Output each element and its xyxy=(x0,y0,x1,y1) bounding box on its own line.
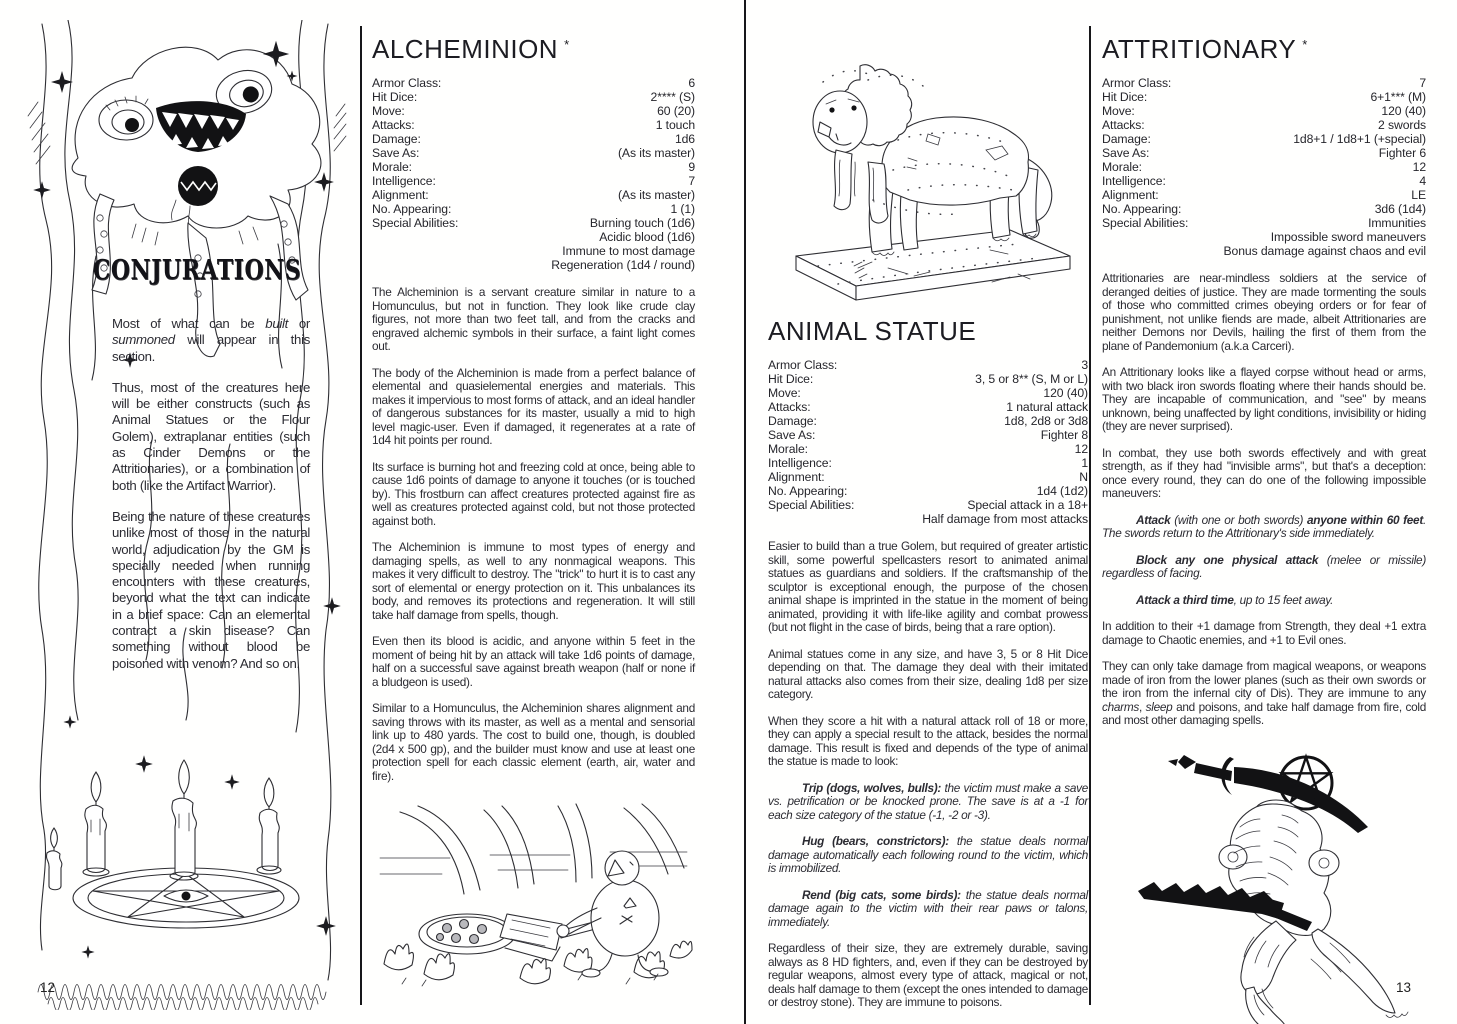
stat-row xyxy=(768,358,1088,372)
stat-block-alcheminion xyxy=(372,76,695,272)
stat-row xyxy=(768,498,1088,526)
paragraph xyxy=(768,782,1088,823)
stat-row xyxy=(768,456,1088,470)
attritionary-section xyxy=(1102,30,1426,1024)
stat-label: Morale: xyxy=(1102,160,1142,174)
stat-block-attritionary xyxy=(1102,76,1426,258)
stat-label: Move: xyxy=(372,104,405,118)
text-run: and poisons, and take half damage from fire, cold and most other damaging spells. xyxy=(1102,699,1426,727)
stat-value: 1d6 xyxy=(674,132,695,146)
text-run: (with one or both swords) xyxy=(1170,512,1307,527)
stat-label: Intelligence: xyxy=(768,456,832,470)
paragraph xyxy=(1102,660,1426,728)
stat-value: Special attack in a 18+ Half damage from most attacks xyxy=(922,498,1088,526)
stat-label: Hit Dice: xyxy=(768,372,814,386)
animal-statue-section xyxy=(768,26,1088,1023)
paragraph xyxy=(768,648,1088,702)
stat-value: 9 xyxy=(688,160,695,174)
text-run: The Alcheminion is a servant creature similar in nature to a Homunculus, but not in function. They look like crude clay figures, not more than two feet tall, and from the cracks and engraved alchemic symbols in their surface, a faint light comes out. xyxy=(372,285,695,353)
stat-label: Damage: xyxy=(1102,132,1151,146)
page-number-right: 13 xyxy=(1396,980,1412,995)
stat-row xyxy=(372,160,695,174)
text-run: Attritionaries are near-mindless soldiers at the service of deranged deities of justice. They are made tormenting the souls of those who committed crimes obeying orders or for fear of punishment, not unlike fiends are made, albeit Attritionaries are neither Demons nor Devils, hailing the first of them from the plane of Pandemonium (a.k.a Carceri). xyxy=(1102,271,1426,353)
stat-row xyxy=(1102,216,1426,258)
stat-row xyxy=(372,104,695,118)
text-run: Thus, most of the creatures here will be either constructs (such as Animal Statues or the Flour Golem), extraplanar entities (such as Cinder Demons or the Attritionaries), or a combination of both (like the Artifact Warrior). xyxy=(112,379,310,493)
stat-label: Armor Class: xyxy=(1102,76,1172,90)
stat-label: Damage: xyxy=(768,414,817,428)
stat-value: 3, 5 or 8** (S, M or L) xyxy=(975,372,1088,386)
text-run: , xyxy=(1139,699,1146,714)
text-run: Its surface is burning hot and freezing cold at once, being able to cause 1d6 points of damage to anyone it touches (or is touched by). This frostburn can affect creatures protected against fire as well as creatures protected against cold, but not those protected against both. xyxy=(372,459,695,528)
stat-row xyxy=(372,146,695,160)
text-run: anyone within 60 feet xyxy=(1306,512,1423,527)
stat-value: 120 (40) xyxy=(1381,104,1426,118)
text-run: Block any one physical attack xyxy=(1136,552,1319,567)
chapter-title: CONJURATIONS xyxy=(92,254,302,287)
text-run: Being the nature of these creatures unlike most of those in the natural world, adjudication by the GM is specially needed when running encounters with these creatures, beyond what the text can indicate in a brief space: Can an elemental contract a skin disease? Can something without blood be poisoned with venom? And so on. xyxy=(112,508,310,671)
stat-value: Burning touch (1d6) Acidic blood (1d6) Immune to most damage Regeneration (1d4 / round) xyxy=(551,216,695,272)
paragraph xyxy=(112,509,310,672)
stat-row xyxy=(1102,146,1426,160)
text-run: Most of what can be xyxy=(112,316,266,331)
summoning-circle xyxy=(38,760,326,1010)
stat-value: 1d4 (1d2) xyxy=(1036,484,1088,498)
text-run: An Attritionary looks like a flayed corpse without head or arms, with two black iron swords floating where their hands should be. They are incapable of communication, and "see" by means unknown, being unaffected by light conditions, invisibility or hiding (they are never surprised). xyxy=(1102,365,1426,433)
stat-row xyxy=(372,202,695,216)
stat-label: Special Abilities: xyxy=(768,498,855,512)
stat-row xyxy=(372,216,695,272)
stat-value: (As its master) xyxy=(617,146,695,160)
stat-row xyxy=(372,76,695,90)
text-run: Regardless of their size, they are extremely durable, saving always as 8 HD fighters, and, even if they can be destroyed by regular weapons, almost every type of attack, magical or not, deals half damage to them (except the ones intended to damage or destroy stone). They are immune to poisons. xyxy=(768,941,1089,1009)
text-run: In combat, they use both swords effectively and with great strength, as if they had "invisible arms", but that's a deception: once every round, they can do one of the following impossible maneuvers: xyxy=(1102,445,1426,500)
text-run: , up to 15 feet away. xyxy=(1233,592,1334,607)
text-run: Animal statues come in any size, and have 3, 5 or 8 Hit Dice depending on that. The damage they deal with their imitated natural attacks also comes from their size, dealing 1d8 per size category. xyxy=(768,646,1088,701)
stat-value: 2 swords xyxy=(1378,118,1426,132)
paragraph xyxy=(372,461,695,529)
text-run: Rend (big cats, some birds): xyxy=(802,887,961,902)
section-title-text: ALCHEMINION xyxy=(372,34,559,64)
section-title-text: ATTRITIONARY xyxy=(1102,34,1297,64)
alcheminion-body-text xyxy=(372,286,695,783)
stat-label: Alignment: xyxy=(768,470,825,484)
stat-value: 1 (1) xyxy=(670,202,695,216)
text-run: the statue deals normal damage automatically each following round to the victim, which is immobilized. xyxy=(768,834,1088,875)
stat-value: (As its master) xyxy=(617,188,695,202)
text-run: summoned xyxy=(112,332,175,348)
stat-label: Attacks: xyxy=(1102,118,1145,132)
attritionary-illustration xyxy=(1134,741,1426,1024)
stat-value: Fighter 6 xyxy=(1378,146,1426,160)
stat-value: 2**** (S) xyxy=(650,90,695,104)
stat-row xyxy=(1102,132,1426,146)
stat-label: No. Appearing: xyxy=(1102,202,1182,216)
text-run: or xyxy=(287,316,310,331)
paragraph xyxy=(1102,594,1426,608)
paragraph xyxy=(1102,514,1426,541)
stat-value: 7 xyxy=(1419,76,1426,90)
paragraph xyxy=(1102,272,1426,353)
stat-row xyxy=(372,188,695,202)
paragraph xyxy=(1102,366,1426,434)
paragraph xyxy=(768,889,1088,930)
stat-row xyxy=(768,400,1088,414)
section-title-text: ANIMAL STATUE xyxy=(768,316,977,346)
stat-block-animal-statue xyxy=(768,358,1088,526)
alcheminion-section xyxy=(372,30,695,994)
text-run: The Alcheminion is immune to most types of energy and damaging spells, as well to any nonmagical weapons. This makes it very difficult to destroy. The "trick" to hurt it is to cast any sort of elemental or energy protection on it. This unbalances its body, and removes its protections and regeneration. It will still take half damage from spells, though. xyxy=(372,540,695,622)
paragraph xyxy=(768,715,1088,769)
stat-row xyxy=(768,442,1088,456)
stat-label: Hit Dice: xyxy=(1102,90,1148,104)
stat-value: 6+1*** (M) xyxy=(1370,90,1426,104)
stat-label: Save As: xyxy=(372,146,420,160)
stat-row xyxy=(768,484,1088,498)
stat-row xyxy=(768,414,1088,428)
stat-label: Save As: xyxy=(1102,146,1150,160)
stat-row xyxy=(768,372,1088,386)
stat-value: 12 xyxy=(1074,442,1088,456)
paragraph xyxy=(768,835,1088,876)
stat-label: Intelligence: xyxy=(1102,174,1166,188)
stat-row xyxy=(1102,104,1426,118)
stat-label: Hit Dice: xyxy=(372,90,418,104)
stat-label: Save As: xyxy=(768,428,816,442)
text-run: When they score a hit with a natural attack roll of 18 or more, they can apply a special result to the attack, besides the normal damage. This result is fixed and depends of the type of animal the statue is made to look: xyxy=(768,713,1088,768)
text-run: The body of the Alcheminion is made from a perfect balance of elemental and quasielemental energies and materials. This makes it impervious to most forms of attack, and an ideal handler of dangerous substances for its master, usually a mid to high level magic-user. Even if damaged, it regenerates at a rate of 1d4 hit points per round. xyxy=(372,365,695,447)
stat-label: Intelligence: xyxy=(372,174,436,188)
stat-value: 1 touch xyxy=(655,118,695,132)
golem-figure xyxy=(557,851,668,977)
stat-row xyxy=(372,174,695,188)
stat-row xyxy=(372,132,695,146)
stat-label: Morale: xyxy=(372,160,412,174)
stat-label: Alignment: xyxy=(1102,188,1159,202)
stat-row xyxy=(1102,174,1426,188)
section-title-attritionary xyxy=(1102,30,1426,64)
text-run: the statue deals normal damage again to the victim with their rear paws or talons, immediately. xyxy=(768,887,1088,929)
stat-label: Damage: xyxy=(372,132,421,146)
paragraph xyxy=(372,635,695,689)
stat-label: No. Appearing: xyxy=(372,202,452,216)
paragraph xyxy=(372,541,695,622)
animal-statue-illustration xyxy=(778,30,1078,302)
section-title-mark: * xyxy=(1302,37,1308,52)
text-run: They can only take damage from magical weapons, or weapons made of iron from the lower planes (such as their own swords or the iron from the infernal city of Dis). They are immune to any xyxy=(1102,659,1426,700)
text-run: Attack xyxy=(1136,512,1171,527)
text-run: Hug (bears, constrictors): xyxy=(802,834,949,848)
stat-row xyxy=(1102,118,1426,132)
text-run: . The swords return to the Attritionary's side immediately. xyxy=(1102,512,1426,540)
stat-label: Morale: xyxy=(768,442,808,456)
paragraph xyxy=(372,286,695,354)
stat-row xyxy=(1102,90,1426,104)
text-run: Even then its blood is acidic, and anyone within 5 feet in the moment of being hit by an attack will take 1d6 points of damage, half on a successful save against breath weapon (half or none if a bludgeon is used). xyxy=(372,634,695,689)
text-run: charms xyxy=(1102,699,1139,714)
stat-value: LE xyxy=(1411,188,1426,202)
paragraph xyxy=(112,380,310,494)
stat-row xyxy=(768,428,1088,442)
section-title-alcheminion xyxy=(372,30,695,64)
tentacle-monster xyxy=(72,47,321,356)
section-title-mark: * xyxy=(564,37,570,52)
stat-label: Armor Class: xyxy=(372,76,442,90)
text-run: (melee or missile) regardless of facing. xyxy=(1102,552,1426,580)
stat-value: Fighter 8 xyxy=(1040,428,1088,442)
stat-label: Move: xyxy=(768,386,801,400)
paragraph xyxy=(768,942,1088,1010)
column-rule-left xyxy=(360,26,362,1005)
stat-value: 120 (40) xyxy=(1043,386,1088,400)
stat-row xyxy=(372,118,695,132)
stat-value: 6 xyxy=(688,76,695,90)
stat-row xyxy=(1102,76,1426,90)
section-title-animal-statue xyxy=(768,312,1088,346)
page-gutter-rule xyxy=(744,0,746,1024)
paragraph xyxy=(768,540,1088,635)
stat-label: Attacks: xyxy=(372,118,415,132)
attritionary-body-text xyxy=(1102,272,1426,728)
stat-value: 1 natural attack xyxy=(1006,400,1088,414)
text-run: sleep xyxy=(1145,699,1173,714)
stat-value: 4 xyxy=(1419,174,1426,188)
stat-value: 1 xyxy=(1081,456,1088,470)
stat-label: Alignment: xyxy=(372,188,429,202)
stat-row xyxy=(1102,160,1426,174)
stat-value: 3d6 (1d4) xyxy=(1374,202,1426,216)
chapter-intro-text xyxy=(112,316,310,687)
stat-value: 7 xyxy=(688,174,695,188)
text-run: In addition to their +1 damage from Strength, they deal +1 extra damage to Chaotic enemies, and +1 to Evil ones. xyxy=(1102,619,1426,647)
stat-value: N xyxy=(1079,470,1088,484)
stat-value: 1d8+1 / 1d8+1 (+special) xyxy=(1293,132,1426,146)
page-number-left: 12 xyxy=(40,980,56,995)
stat-row xyxy=(372,90,695,104)
text-run: will appear in this section. xyxy=(112,332,310,364)
paragraph xyxy=(1102,620,1426,647)
paragraph xyxy=(1102,554,1426,581)
alcheminion-illustration xyxy=(372,796,695,994)
text-run: the victim must make a save vs. petrification or be knocked prone. The save is at a -1 for each size category of the statue (-1, -2 or -3). xyxy=(768,780,1089,822)
paragraph xyxy=(372,367,695,448)
stat-label: Move: xyxy=(1102,104,1135,118)
stat-row xyxy=(1102,202,1426,216)
stat-label: No. Appearing: xyxy=(768,484,848,498)
animal-statue-body-text xyxy=(768,540,1088,1010)
stat-row xyxy=(768,386,1088,400)
text-run: Attack a third time xyxy=(1136,592,1234,607)
stat-label: Armor Class: xyxy=(768,358,838,372)
text-run: built xyxy=(265,316,288,331)
paragraph xyxy=(1102,447,1426,501)
stat-row xyxy=(768,470,1088,484)
text-run: Trip (dogs, wolves, bulls): xyxy=(802,780,942,795)
stat-value: 60 (20) xyxy=(657,104,695,118)
text-run: Similar to a Homunculus, the Alcheminion shares alignment and saving throws with its master, as well as a mental and sensorial link up to 480 yards. The cost to build one, though, is doubled (2d4 x 500 gp), and the builder must know and use at least one protection spell for each classic element (earth, air, water and fire). xyxy=(372,701,695,783)
stat-label: Attacks: xyxy=(768,400,811,414)
paragraph xyxy=(372,702,695,783)
stat-label: Special Abilities: xyxy=(1102,216,1189,230)
flayed-body xyxy=(1219,800,1408,1024)
stat-value: Immunities Impossible sword maneuvers Bonus damage against chaos and evil xyxy=(1223,216,1426,258)
stat-value: 3 xyxy=(1081,358,1088,372)
column-rule-right xyxy=(1089,26,1091,1005)
text-run: Easier to build than a true Golem, but required of greater artistic skill, some powerful spellcasters resort to animated animal statues as guardians and soldiers. If the craftsmanship of the sculptor is exceptional enough, the purpose of the chosen animal shape is imprinted in the statue in the moment of being animated, providing it with life-like agility and combat prowess (but not flight in the case of birds, being that a rare option). xyxy=(768,539,1088,634)
paragraph xyxy=(112,316,310,365)
stat-label: Special Abilities: xyxy=(372,216,459,230)
stat-value: 12 xyxy=(1412,160,1426,174)
stat-row xyxy=(1102,188,1426,202)
stat-value: 1d8, 2d8 or 3d8 xyxy=(1004,414,1088,428)
